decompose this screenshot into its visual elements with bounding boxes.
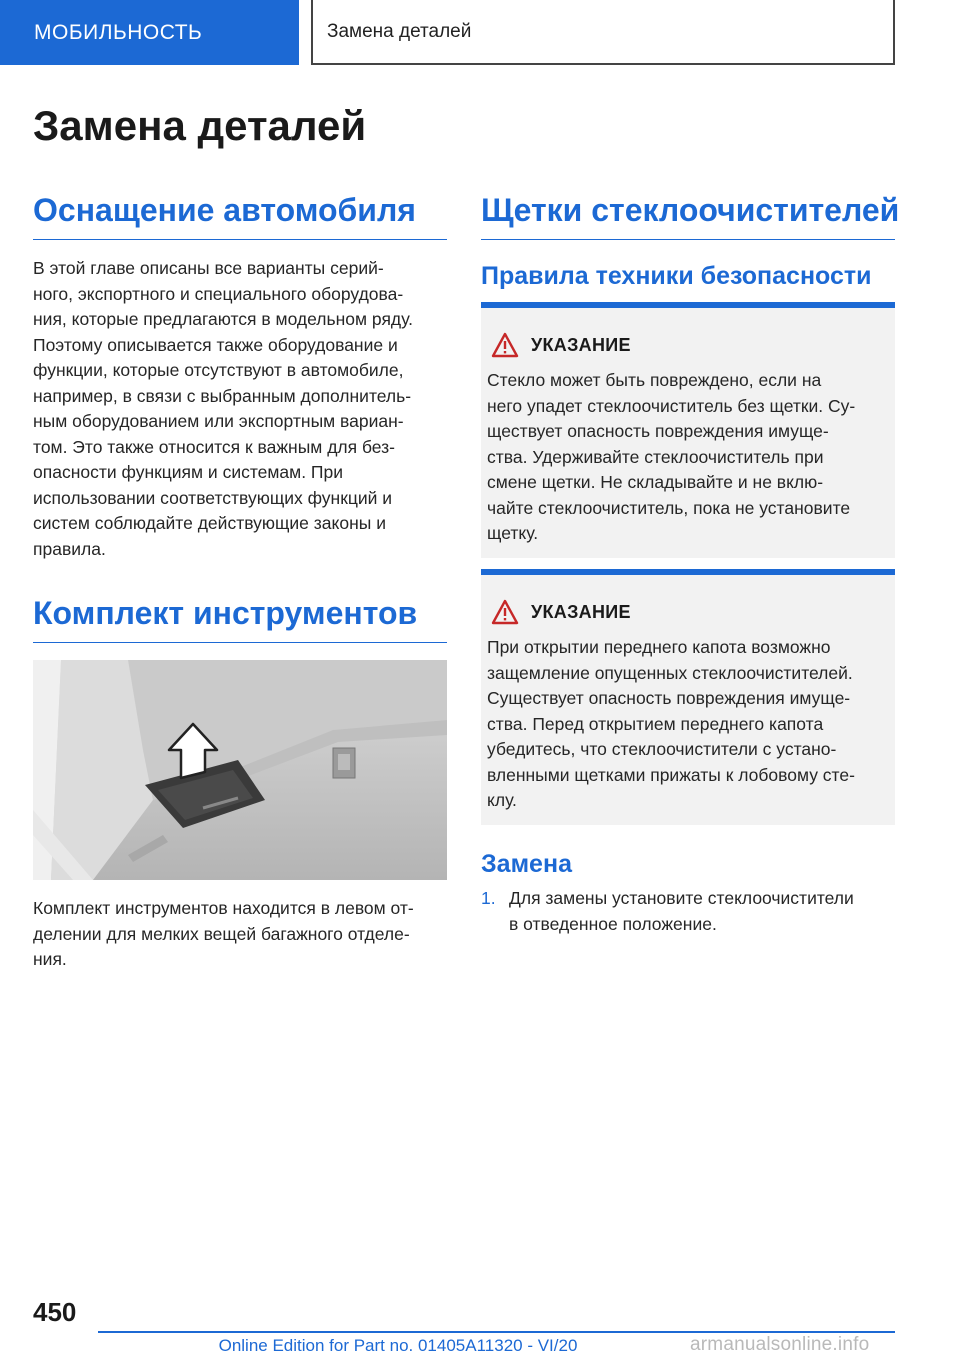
notice-box xyxy=(481,569,895,825)
text-line: При открытии переднего капота возможно xyxy=(487,637,831,657)
edition-text: Online Edition for Part no. 01405A11320 - VI/20 xyxy=(218,1336,578,1355)
text-line: ного, экспортного и специального оборудова- xyxy=(33,283,404,304)
text-line: Для замены установите стеклоочистители xyxy=(509,888,854,908)
text-line: систем соблюдайте действующие законы и xyxy=(33,513,386,533)
safety-heading: Правила техники безопасности xyxy=(481,262,872,290)
text-line: функции, которые отсутствуют в автомобиле, xyxy=(33,360,404,380)
notice-text xyxy=(487,368,889,547)
notice-text xyxy=(487,635,889,814)
text-line: убедитесь, что стеклоочистители с устано- xyxy=(487,739,837,759)
replace-heading: Замена xyxy=(481,850,572,878)
text-line: правила. xyxy=(33,538,106,559)
text-line: вленными щетками прижаты к лобовому сте- xyxy=(487,764,855,785)
step-text xyxy=(509,886,899,937)
text-line: него упадет стеклоочиститель без щетки. Су- xyxy=(487,395,856,416)
text-line: Комплект инструментов находится в левом от- xyxy=(33,898,414,918)
text-line: защемление опущенных стеклоочистителей. xyxy=(487,662,853,683)
section-tab: МОБИЛЬНОСТЬ xyxy=(0,0,299,65)
footer-divider xyxy=(98,1331,895,1333)
equipment-text xyxy=(33,256,447,562)
text-line: В этой главе описаны все варианты серий- xyxy=(33,258,384,278)
step-number: 1. xyxy=(481,888,496,908)
text-line: клу. xyxy=(487,790,517,810)
text-line: смене щетки. Не складывайте и не вклю- xyxy=(487,472,824,492)
notice-box xyxy=(481,302,895,558)
text-line: ществует опасность повреждения имуще- xyxy=(487,421,829,441)
text-line: ния, которые предлагаются в модельном ряду. xyxy=(33,309,413,329)
watermark: armanualsonline.info xyxy=(690,1334,870,1355)
text-line: в отведенное положение. xyxy=(509,913,717,934)
toolkit-photo xyxy=(33,660,447,880)
text-line: ства. Удерживайте стеклоочиститель при xyxy=(487,446,824,467)
text-line: ным оборудованием или экспортным вариан- xyxy=(33,411,404,431)
text-line: ния. xyxy=(33,949,67,969)
text-line: чайте стеклоочиститель, пока не установите xyxy=(487,497,851,518)
text-line: Существует опасность повреждения имуще- xyxy=(487,688,851,708)
text-line: использовании соответствующих функций и xyxy=(33,487,393,508)
notice-header xyxy=(491,330,889,360)
page-title: Замена деталей xyxy=(33,102,367,149)
trunk-illustration xyxy=(33,660,447,880)
text-line: щетку. xyxy=(487,523,539,543)
text-line: том. Это также относится к важным для без- xyxy=(33,436,395,457)
notice-title: УКАЗАНИЕ xyxy=(531,601,631,622)
wipers-heading: Щетки стеклоочистителей xyxy=(481,192,895,240)
toolkit-text xyxy=(33,896,447,973)
warning-icon xyxy=(491,332,519,358)
text-line: опасности функциям и системам. При xyxy=(33,462,344,482)
warning-icon xyxy=(491,599,519,625)
notice-title: УКАЗАНИЕ xyxy=(531,334,631,355)
notice-header xyxy=(491,597,889,627)
equipment-heading: Оснащение автомобиля xyxy=(33,192,447,240)
toolkit-heading: Комплект инструментов xyxy=(33,595,447,643)
page-number: 450 xyxy=(33,1297,77,1327)
text-line: Поэтому описывается также оборудование и xyxy=(33,334,398,355)
chapter-header: Замена деталей xyxy=(311,0,895,65)
text-line: например, в связи с выбранным дополнитель- xyxy=(33,385,412,406)
text-line: Стекло может быть повреждено, если на xyxy=(487,370,822,390)
text-line: делении для мелких вещей багажного отделе- xyxy=(33,923,410,944)
text-line: ства. Перед открытием переднего капота xyxy=(487,713,824,734)
